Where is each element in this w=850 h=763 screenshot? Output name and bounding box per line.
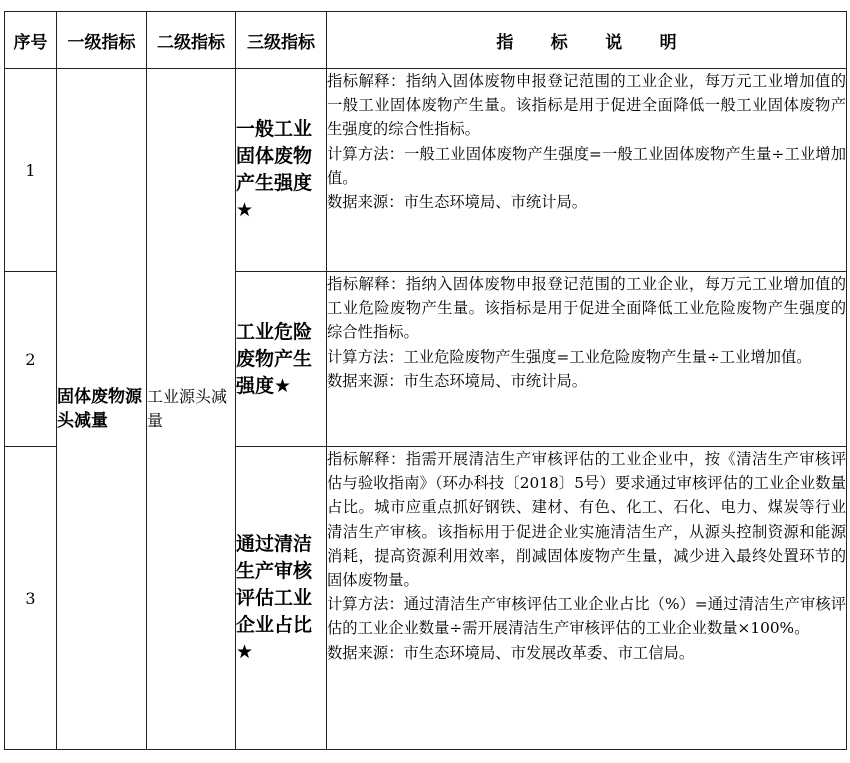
level1-indicator: 固体废物源头减量 bbox=[57, 69, 147, 750]
header-level1: 一级指标 bbox=[57, 12, 147, 69]
row-seq: 1 bbox=[5, 69, 57, 272]
indicator-description bbox=[327, 272, 847, 447]
indicator-description bbox=[327, 447, 847, 750]
description-source: 数据来源：市生态环境局、市统计局。 bbox=[327, 193, 588, 212]
table-row bbox=[5, 69, 847, 272]
indicator-table bbox=[4, 11, 847, 750]
description-source: 数据来源：市生态环境局、市发展改革委、市工信局。 bbox=[327, 643, 695, 662]
row-seq: 2 bbox=[5, 272, 57, 447]
description-explain: 指标解释：指需开展清洁生产审核评估的工业企业中，按《清洁生产审核评估与验收指南》（环办科技〔2018〕5号）要求通过审核评估的工业企业数量占比。城市应重点抓好钢铁、建材、有色、化工、石化、电力、煤炭等行业清洁生产审核。该指标用于促进企业实施清洁生产，从源头控制资源和能源消耗，提高资源利用效率，削减固体废物产生量，减少进入最终处置环节的固体废物量。 bbox=[327, 450, 846, 590]
level2-indicator: 工业源头减量 bbox=[147, 69, 236, 750]
description-explain: 指标解释：指纳入固体废物申报登记范围的工业企业，每万元工业增加值的工业危险废物产生量。该指标是用于促进全面降低工业危险废物产生强度的综合性指标。 bbox=[327, 275, 846, 342]
header-seq: 序号 bbox=[5, 12, 57, 69]
description-method: 计算方法：通过清洁生产审核评估工业企业占比（%）=通过清洁生产审核评估的工业企业数量÷需开展清洁生产审核评估的工业企业数量×100%。 bbox=[327, 595, 846, 638]
row-seq: 3 bbox=[5, 447, 57, 750]
header-level2: 二级指标 bbox=[147, 12, 236, 69]
description-method: 计算方法：一般工业固体废物产生强度=一般工业固体废物产生量÷工业增加值。 bbox=[327, 144, 846, 187]
header-description bbox=[327, 12, 847, 69]
header-description-text: 指标说明 bbox=[496, 32, 714, 53]
description-source: 数据来源：市生态环境局、市统计局。 bbox=[327, 371, 588, 390]
header-row bbox=[5, 12, 847, 69]
description-explain: 指标解释：指纳入固体废物申报登记范围的工业企业，每万元工业增加值的一般工业固体废物产生量。该指标是用于促进全面降低一般工业固体废物产生强度的综合性指标。 bbox=[327, 72, 846, 139]
header-level3: 三级指标 bbox=[236, 12, 327, 69]
level3-indicator: 通过清洁生产审核评估工业企业占比★ bbox=[236, 447, 327, 750]
description-method: 计算方法：工业危险废物产生强度=工业危险废物产生量÷工业增加值。 bbox=[327, 347, 812, 366]
level3-indicator: 一般工业固体废物产生强度★ bbox=[236, 69, 327, 272]
level3-indicator: 工业危险废物产生强度★ bbox=[236, 272, 327, 447]
indicator-description bbox=[327, 69, 847, 272]
